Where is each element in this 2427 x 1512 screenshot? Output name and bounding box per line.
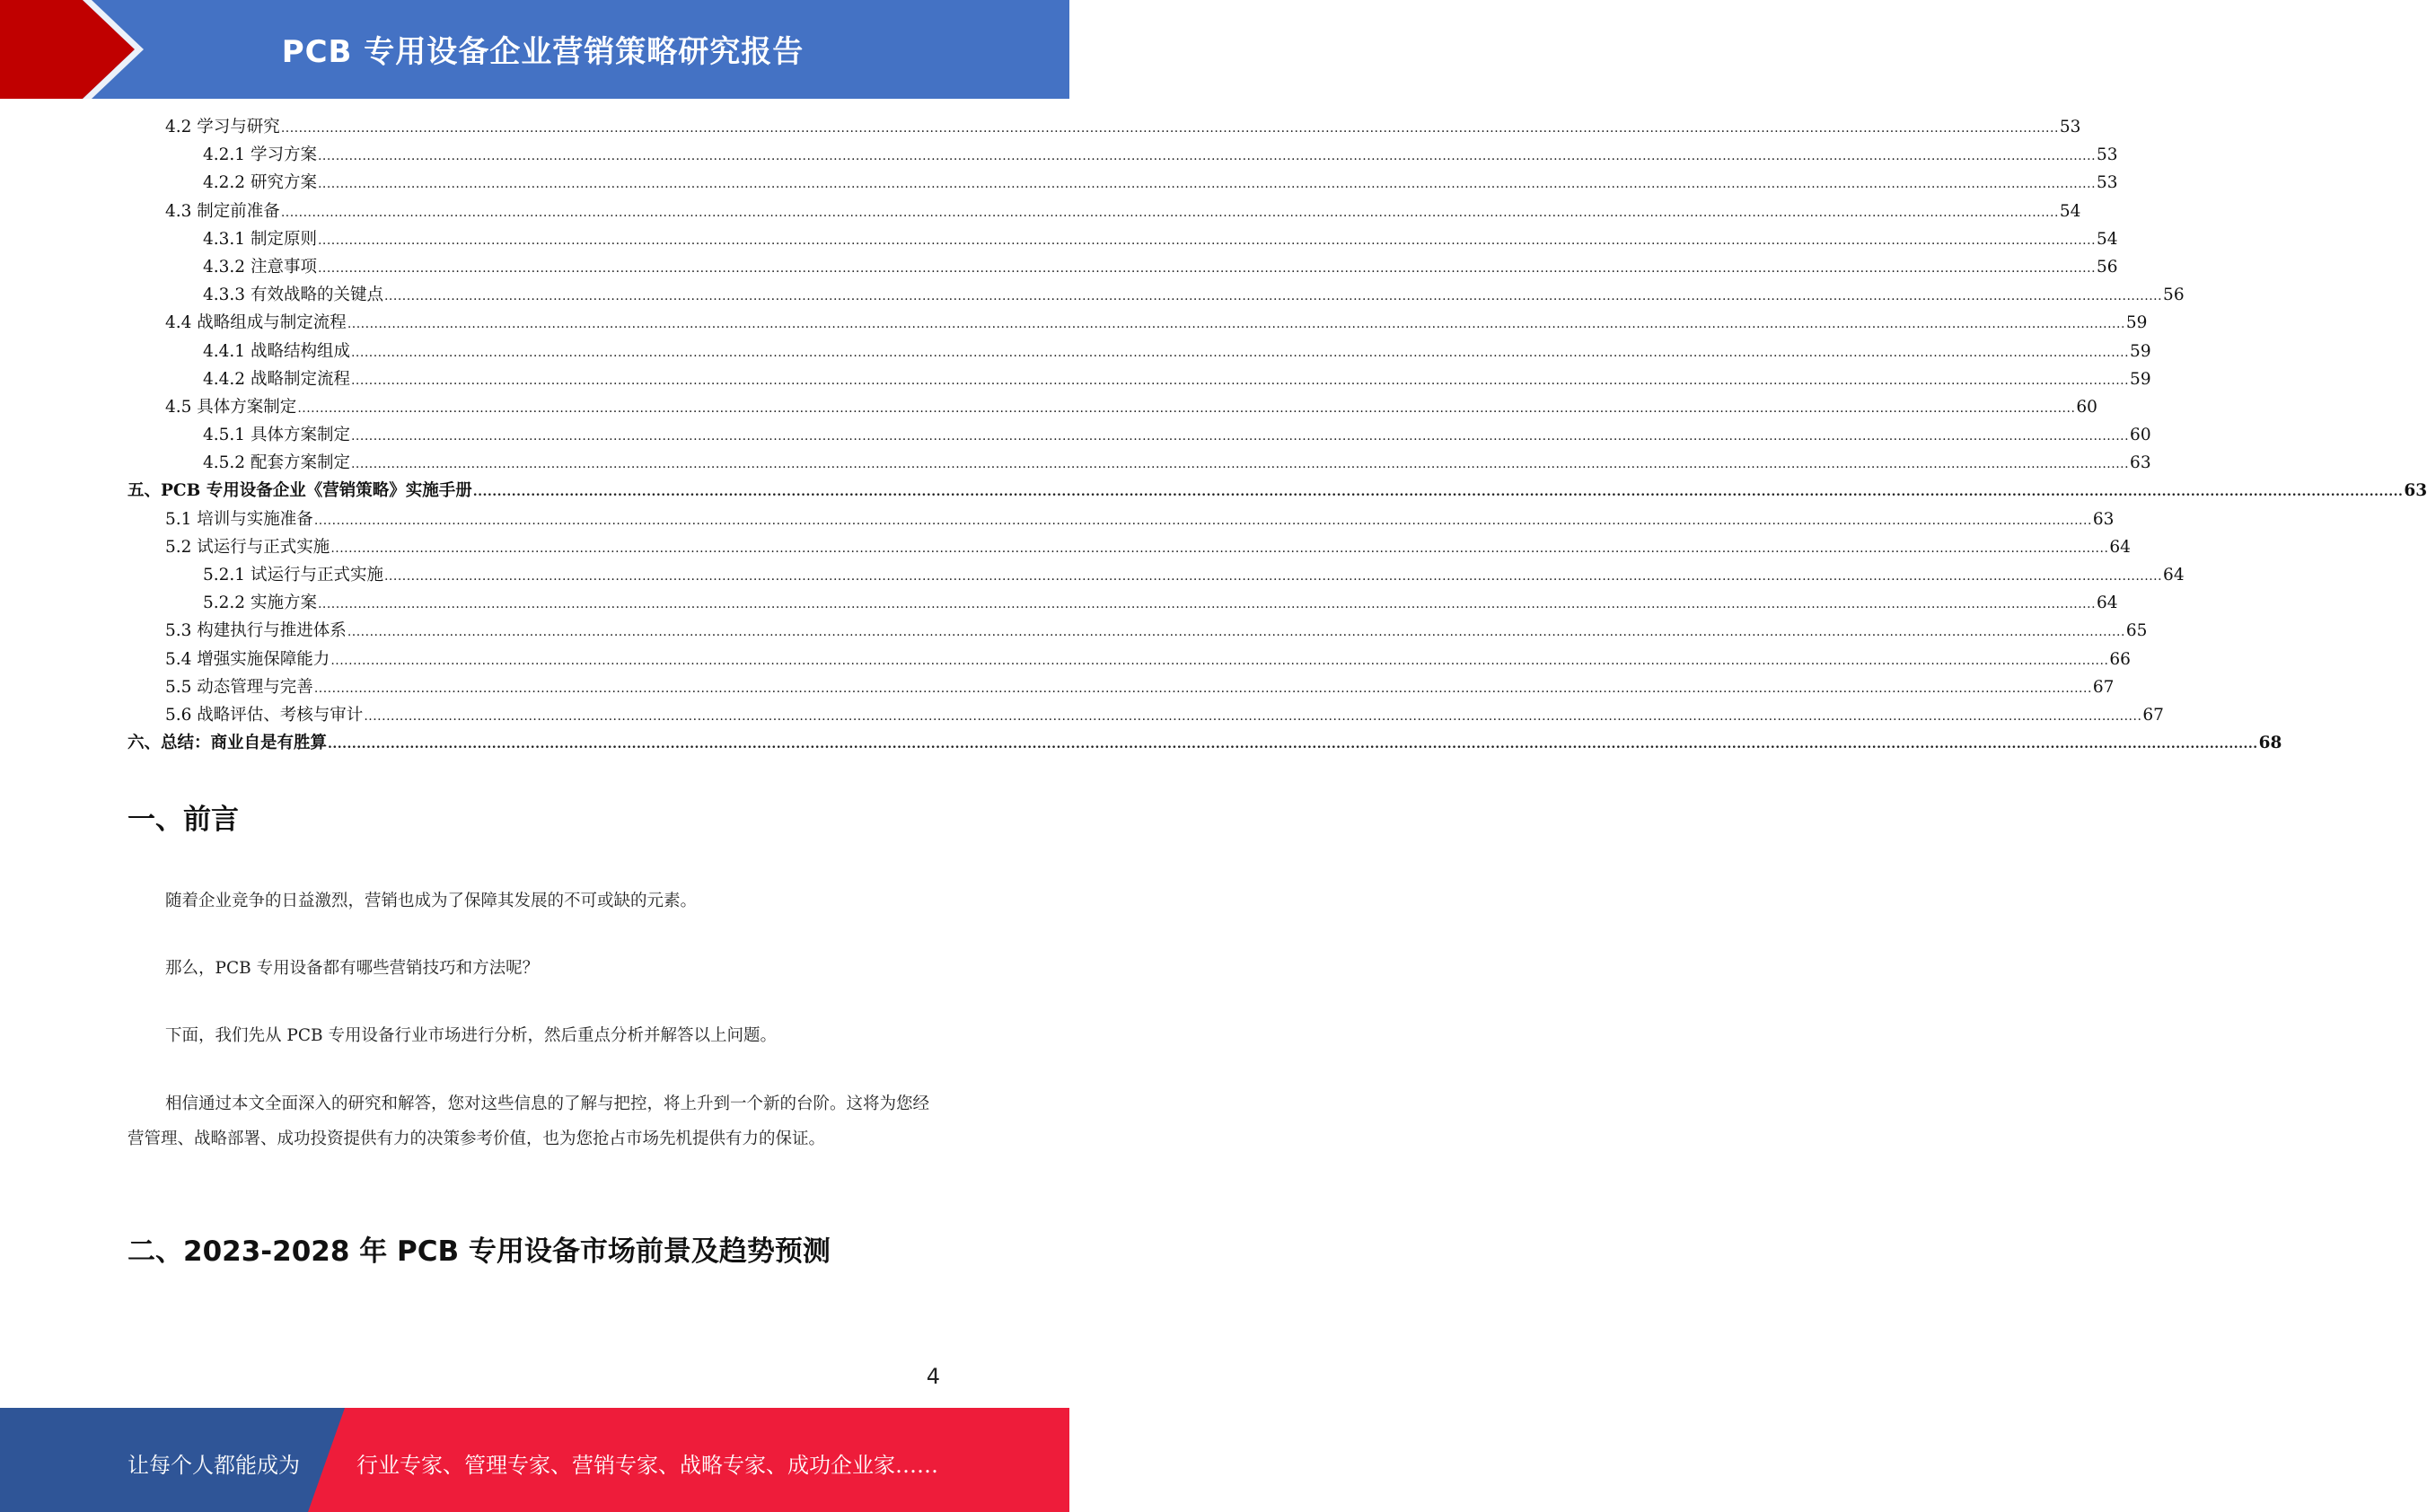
toc-leader-dots: ................................................................................................................................................................................................................................................................................................................................................................................................................ (350, 429, 2130, 444)
toc-entry-page: 59 (2130, 369, 2151, 389)
toc-entry[interactable] (128, 562, 2185, 590)
toc-entry-label: 4.4.1 战略结构组成 (203, 341, 350, 361)
toc-entry-label: 5.2.1 试运行与正式实施 (203, 566, 383, 585)
toc-entry-label: 4.5.2 配套方案制定 (203, 453, 350, 473)
toc-entry-label: 5.3 构建执行与推进体系 (165, 621, 347, 641)
toc-leader-dots: ................................................................................................................................................................................................................................................................................................................................................................................................................ (313, 513, 2092, 528)
toc-entry[interactable] (128, 254, 2118, 282)
toc-entry-label: 4.2 学习与研究 (165, 118, 280, 136)
toc-entry-page: 67 (2142, 705, 2164, 725)
toc-entry-label: 5.5 动态管理与完善 (165, 677, 313, 697)
toc-leader-dots: ................................................................................................................................................................................................................................................................................................................................................................................................................ (317, 260, 2097, 276)
toc-entry-page: 64 (2163, 566, 2185, 585)
toc-entry[interactable] (128, 170, 2118, 198)
toc-entry-label: 4.3.3 有效战略的关键点 (203, 286, 383, 305)
section-heading-forecast: 二、2023-2028 年 PCB 专用设备市场前景及趋势预测 (128, 1235, 831, 1268)
toc-entry[interactable] (128, 674, 2115, 702)
toc-entry-label: 4.2.2 研究方案 (203, 173, 317, 193)
toc-entry-label: 5.4 增强实施保障能力 (165, 649, 330, 669)
toc-entry-page: 60 (2130, 426, 2151, 445)
toc-entry-page: 67 (2092, 677, 2115, 697)
toc-entry-page: 64 (2109, 537, 2131, 557)
toc-entry-label: 4.2.1 学习方案 (203, 145, 317, 165)
toc-entry-page: 53 (2097, 173, 2118, 193)
toc-leader-dots: ................................................................................................................................................................................................................................................................................................................................................................................................................ (280, 205, 2059, 220)
toc-entry[interactable] (128, 730, 2282, 758)
toc-entry[interactable] (128, 310, 2148, 338)
toc-entry[interactable] (128, 366, 2151, 394)
toc-leader-dots: ................................................................................................................................................................................................................................................................................................................................................................................................................ (280, 121, 2059, 136)
toc-entry-page: 63 (2130, 453, 2151, 473)
page-footer (0, 1408, 1069, 1512)
paragraph: 相信通过本文全面深入的研究和解答，您对这些信息的了解与把控，将上升到一个新的台阶。这将为您经营管理、战略部署、成功投资提供有力的决策参考价值，也为您抢占市场先机提供有力的保证。 (128, 1094, 930, 1148)
toc-leader-dots: ................................................................................................................................................................................................................................................................................................................................................................................................................ (328, 737, 2258, 752)
toc-entry-page: 59 (2130, 341, 2151, 361)
toc-entry-page: 56 (2097, 257, 2118, 277)
toc-entry[interactable] (128, 142, 2118, 170)
toc-entry-label: 4.3.2 注意事项 (203, 257, 317, 277)
toc-leader-dots: ................................................................................................................................................................................................................................................................................................................................................................................................................ (317, 597, 2097, 612)
toc-entry[interactable] (128, 590, 2118, 618)
toc-entry[interactable] (128, 506, 2115, 534)
paragraph: 随着企业竞争的日益激烈，营销也成为了保障其发展的不可或缺的元素。 (165, 892, 698, 910)
toc-entry-page: 60 (2076, 397, 2097, 417)
toc-entry-label: 4.5 具体方案制定 (165, 397, 297, 417)
toc-entry-page: 65 (2125, 621, 2148, 641)
toc-leader-dots: ................................................................................................................................................................................................................................................................................................................................................................................................................ (317, 233, 2097, 248)
toc-entry-label: 六、总结：商业自是有胜算 (128, 734, 328, 753)
footer-slogan-left: 让每个人都能成为 (128, 1453, 300, 1478)
toc-entry-label: 4.4.2 战略制定流程 (203, 369, 350, 389)
toc-entry[interactable] (128, 226, 2118, 254)
toc-entry-label: 4.3.1 制定原则 (203, 229, 317, 249)
toc-leader-dots: ................................................................................................................................................................................................................................................................................................................................................................................................................ (347, 625, 2125, 640)
toc-entry-label: 5.2.2 实施方案 (203, 593, 317, 613)
toc-entry-label: 4.5.1 具体方案制定 (203, 426, 350, 445)
toc-entry[interactable] (128, 618, 2148, 646)
toc-leader-dots: ................................................................................................................................................................................................................................................................................................................................................................................................................ (317, 149, 2097, 164)
paragraph: 那么，PCB 专用设备都有哪些营销技巧和方法呢？ (165, 959, 540, 978)
toc-entry-page: 59 (2125, 313, 2148, 333)
toc-entry[interactable] (128, 338, 2151, 366)
toc-entry[interactable] (128, 534, 2131, 562)
toc-leader-dots: ................................................................................................................................................................................................................................................................................................................................................................................................................ (297, 400, 2076, 416)
toc-leader-dots: ................................................................................................................................................................................................................................................................................................................................................................................................................ (383, 289, 2163, 304)
toc-leader-dots: ................................................................................................................................................................................................................................................................................................................................................................................................................ (350, 457, 2130, 472)
toc-leader-dots: ................................................................................................................................................................................................................................................................................................................................................................................................................ (347, 317, 2125, 332)
toc-leader-dots: ................................................................................................................................................................................................................................................................................................................................................................................................................ (383, 569, 2163, 584)
toc-entry-page: 56 (2163, 286, 2185, 305)
table-of-contents (128, 114, 2427, 758)
toc-leader-dots: ................................................................................................................................................................................................................................................................................................................................................................................................................ (317, 177, 2097, 192)
section-heading-preface: 一、前言 (128, 804, 239, 836)
page-header (0, 0, 1069, 99)
toc-entry[interactable] (128, 646, 2131, 674)
toc-leader-dots: ................................................................................................................................................................................................................................................................................................................................................................................................................ (313, 681, 2092, 696)
toc-entry-label: 五、PCB 专用设备企业《营销策略》实施手册 (128, 481, 472, 501)
toc-leader-dots: ................................................................................................................................................................................................................................................................................................................................................................................................................ (330, 541, 2109, 556)
toc-entry[interactable] (128, 422, 2151, 450)
toc-leader-dots: ................................................................................................................................................................................................................................................................................................................................................................................................................ (350, 345, 2130, 360)
toc-entry-label: 4.4 战略组成与制定流程 (165, 313, 347, 333)
report-title: PCB 专用设备企业营销策略研究报告 (281, 34, 805, 70)
toc-entry[interactable] (128, 450, 2151, 478)
toc-entry[interactable] (128, 114, 2081, 142)
toc-entry[interactable] (128, 702, 2164, 730)
toc-entry-page: 53 (2059, 118, 2081, 136)
page-number: 4 (926, 1364, 940, 1389)
toc-entry-label: 5.1 培训与实施准备 (165, 509, 313, 529)
toc-entry-page: 64 (2097, 593, 2118, 613)
paragraph: 下面，我们先从 PCB 专用设备行业市场进行分析，然后重点分析并解答以上问题。 (165, 1026, 777, 1045)
toc-entry-label: 5.6 战略评估、考核与审计 (165, 705, 364, 725)
toc-entry-page: 53 (2097, 145, 2118, 165)
toc-entry-page: 63 (2404, 481, 2427, 501)
toc-entry[interactable] (128, 198, 2081, 226)
toc-entry[interactable] (128, 394, 2097, 422)
toc-leader-dots: ................................................................................................................................................................................................................................................................................................................................................................................................................ (364, 708, 2142, 724)
toc-entry-page: 54 (2097, 229, 2118, 249)
toc-entry-page: 63 (2092, 509, 2115, 529)
toc-entry[interactable] (128, 282, 2185, 310)
toc-entry-page: 68 (2258, 734, 2282, 753)
toc-entry-label: 5.2 试运行与正式实施 (165, 537, 330, 557)
toc-entry-label: 4.3 制定前准备 (165, 201, 280, 221)
toc-leader-dots: ................................................................................................................................................................................................................................................................................................................................................................................................................ (350, 373, 2130, 388)
toc-leader-dots: ................................................................................................................................................................................................................................................................................................................................................................................................................ (472, 485, 2404, 500)
toc-leader-dots: ................................................................................................................................................................................................................................................................................................................................................................................................................ (330, 653, 2109, 668)
footer-slogan-right: 行业专家、管理专家、营销专家、战略专家、成功企业家…… (356, 1453, 938, 1478)
toc-entry-page: 54 (2059, 201, 2081, 221)
toc-entry-page: 66 (2109, 649, 2131, 669)
toc-entry[interactable] (128, 478, 2427, 505)
